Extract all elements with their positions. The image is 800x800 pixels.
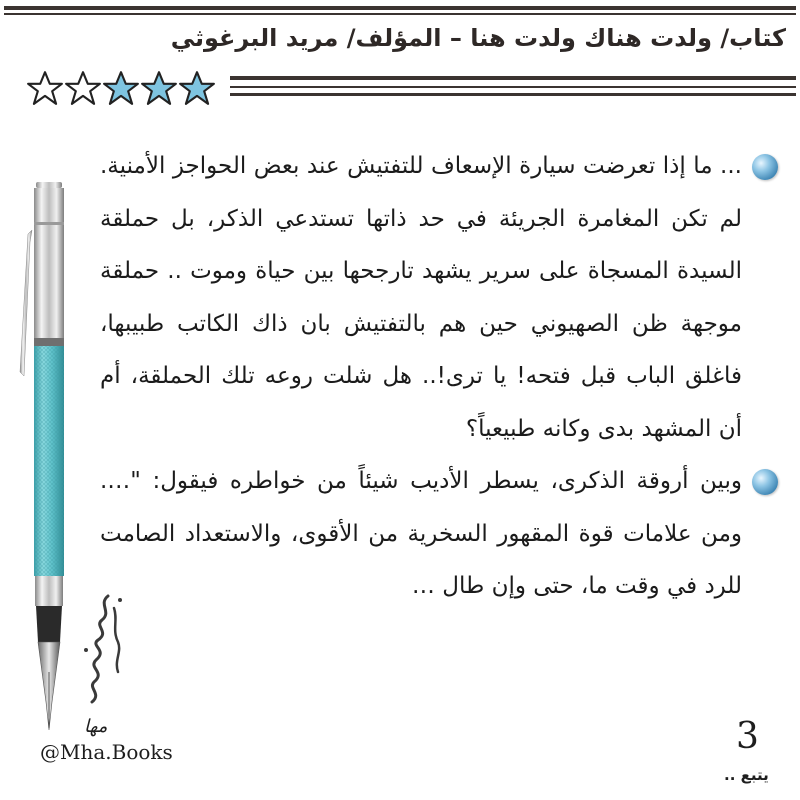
paragraph-text: وبين أروقة الذكرى، يسطر الأديب شيئاً من خواطره فيقول: "…. ومن علامات قوة المقهور السخرية من الأقوى، والاستعداد الصامت للرد في وقت ما، حتى وإن طال … bbox=[100, 468, 742, 599]
top-border bbox=[4, 6, 796, 10]
brand-name: مها bbox=[84, 716, 108, 737]
bullet-icon bbox=[752, 154, 778, 180]
star-empty-icon bbox=[26, 70, 64, 106]
page-number: 3 bbox=[736, 716, 759, 757]
paragraph-1 bbox=[100, 140, 782, 455]
star-filled-icon bbox=[140, 70, 178, 106]
star-filled-icon bbox=[102, 70, 140, 106]
rating-stars bbox=[26, 70, 216, 106]
brand-handle: @Mha.Books bbox=[40, 740, 173, 764]
continued-label: يتبع .. bbox=[724, 766, 769, 784]
paragraph-2 bbox=[100, 455, 782, 613]
signature bbox=[68, 590, 130, 710]
fountain-pen-icon bbox=[14, 182, 74, 742]
title-underline-bottom bbox=[230, 93, 796, 96]
bullet-icon bbox=[752, 469, 778, 495]
star-filled-icon bbox=[178, 70, 216, 106]
title-underline-thin bbox=[230, 86, 796, 88]
paragraph-text: ... ما إذا تعرضت سيارة الإسعاف للتفتيش عند بعض الحواجز الأمنية. لم تكن المغامرة الجريئة في حد ذاتها تستدعي الذكر، بل حملقة السيدة المسجاة على سرير يشهد تارجحها بين حياة وموت .. حملقة موجهة ظن الصهيوني حين هم بالتفتيش بان ذاك الكاتب طبيبها، فاغلق الباب قبل فتحه! يا ترى!.. هل شلت روعه تلك الحملقة، أم أن المشهد بدى وكانه طبيعياً؟ bbox=[100, 153, 742, 442]
title-underline bbox=[230, 76, 796, 80]
review-body bbox=[100, 140, 782, 613]
top-border-thin bbox=[4, 13, 796, 15]
star-empty-icon bbox=[64, 70, 102, 106]
page-title: كتاب/ ولدت هناك ولدت هنا – المؤلف/ مريد البرغوثي bbox=[170, 24, 786, 52]
